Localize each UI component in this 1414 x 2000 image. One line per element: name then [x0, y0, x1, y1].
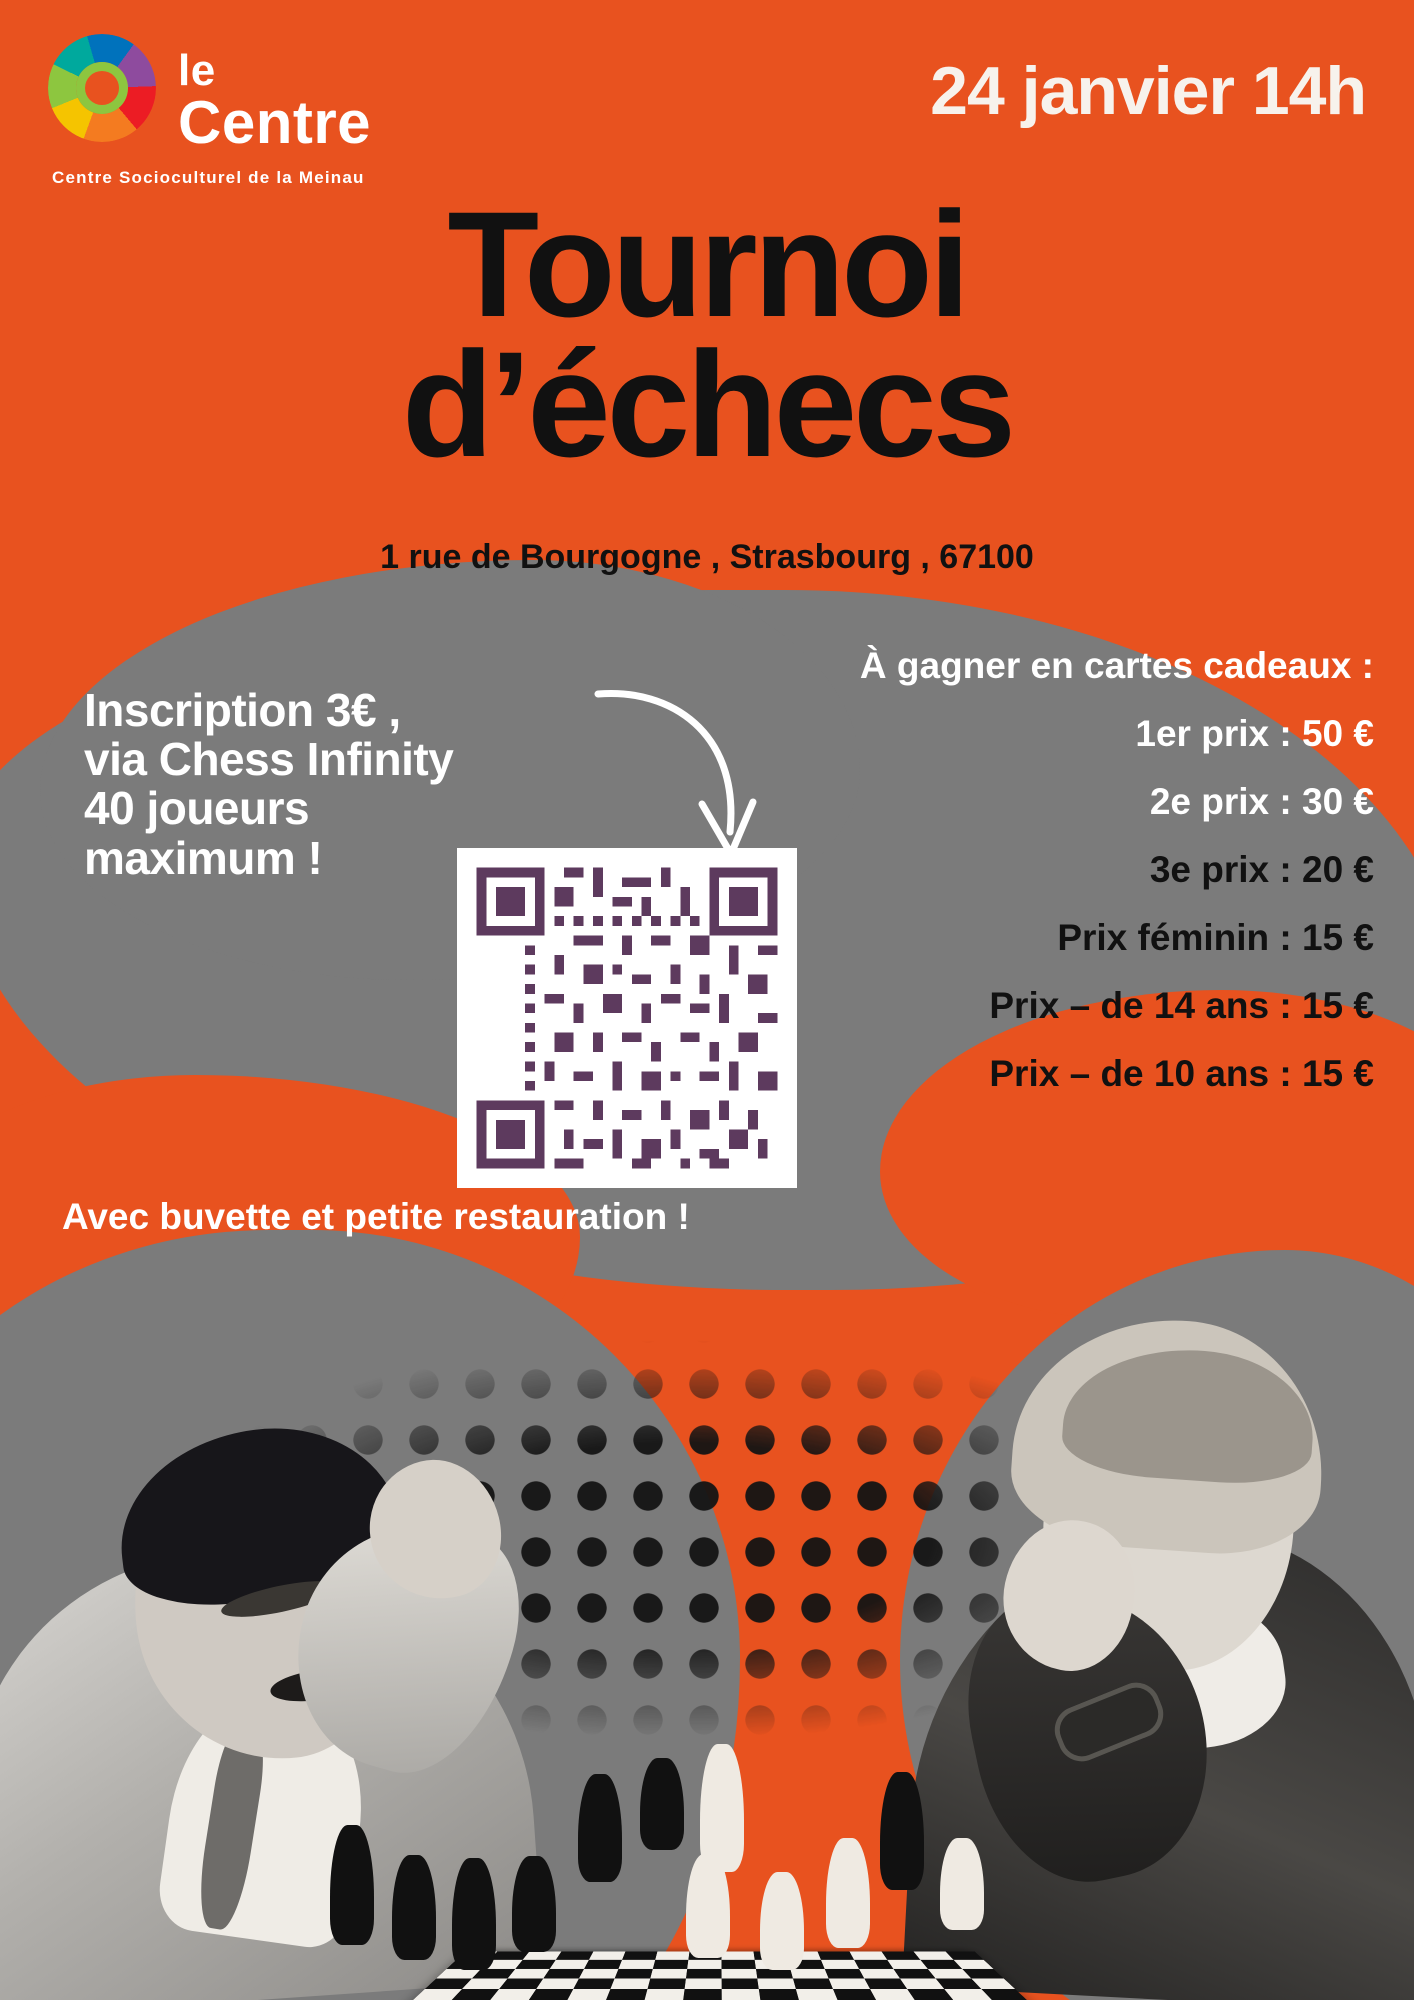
man-playing-chess-photo [0, 1300, 590, 2000]
prize-item-2: 2e prix : 30 € [1149, 781, 1374, 822]
prize-item-1: 1er prix : 50 € [1135, 713, 1374, 754]
logo-line-1: le [178, 46, 216, 95]
chess-piece [392, 1855, 436, 1960]
registration-line-1: Inscription 3€ , [84, 684, 401, 736]
page-title [0, 180, 1414, 488]
chess-players-photo [0, 1240, 1414, 2000]
rainbow-spiral-icon [48, 34, 156, 142]
prize-item-3: 3e prix : 20 € [1149, 849, 1374, 890]
registration-line-2: via Chess Infinity [84, 733, 454, 786]
title-line-1: Tournoi [447, 180, 967, 348]
registration-line-3: 40 joueurs [84, 782, 310, 835]
chess-piece [578, 1774, 622, 1882]
logo-subtitle: Centre Socioculturel de la Meinau [52, 168, 365, 187]
title-line-2: d’échecs [401, 319, 1013, 488]
chess-piece [880, 1772, 924, 1890]
chess-piece [940, 1838, 984, 1930]
registration-line-4: maximum ! [84, 831, 323, 884]
refreshments-note: Avec buvette et petite restauration ! [62, 1196, 690, 1237]
chess-piece [760, 1872, 804, 1970]
chess-piece [826, 1838, 870, 1948]
prizes-heading: À gagner en cartes cadeaux : [859, 645, 1374, 686]
prize-item-6: Prix – de 10 ans : 15 € [989, 1053, 1374, 1094]
logo-line-2: Centre [178, 89, 372, 156]
prize-item-5: Prix – de 14 ans : 15 € [989, 985, 1374, 1026]
registration-info [84, 686, 453, 883]
event-date: 24 janvier 14h [930, 53, 1366, 129]
event-address: 1 rue de Bourgogne , Strasbourg , 67100 [380, 538, 1034, 576]
chess-piece [330, 1825, 374, 1945]
chess-piece [640, 1758, 684, 1850]
chess-piece [686, 1854, 730, 1958]
prizes-list [664, 645, 1384, 1121]
chess-piece [700, 1744, 744, 1872]
prize-item-4: Prix féminin : 15 € [1057, 917, 1374, 958]
chess-piece [452, 1858, 496, 1970]
chess-piece [512, 1856, 556, 1952]
